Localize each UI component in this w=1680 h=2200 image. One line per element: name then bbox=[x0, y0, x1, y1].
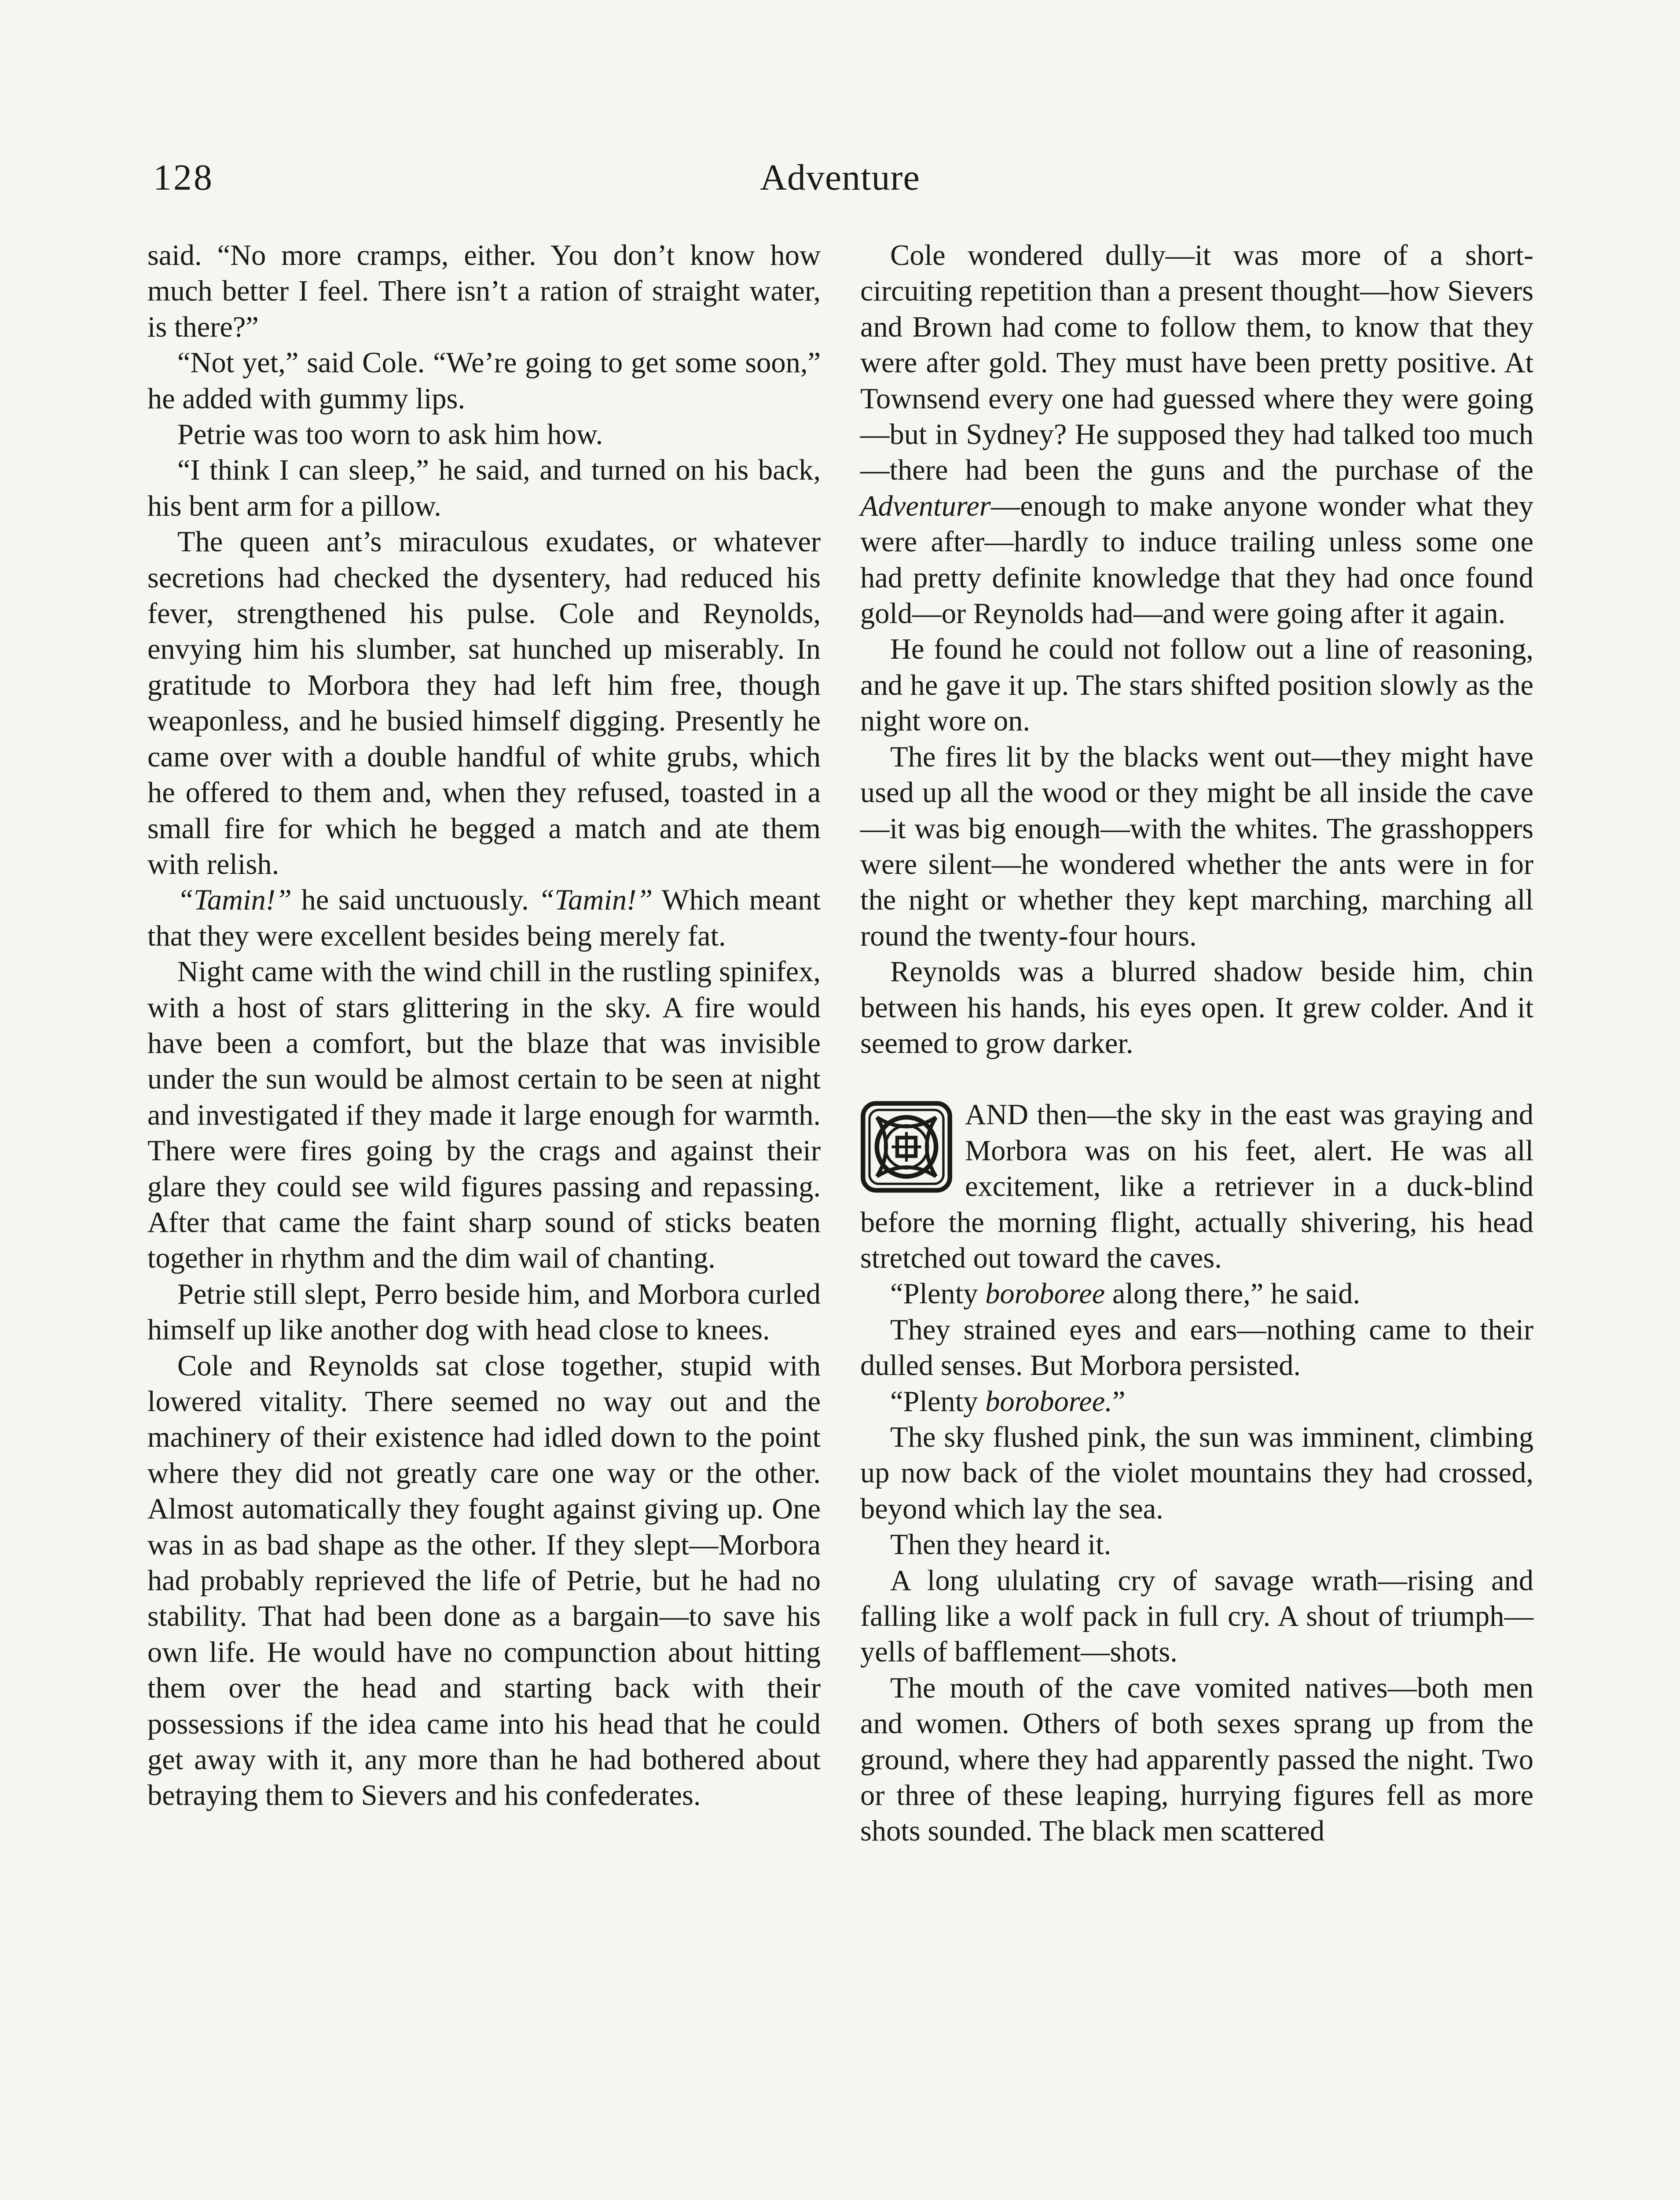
paragraph: Then they heard it. bbox=[890, 1529, 1111, 1561]
paragraph: Night came with the wind chill in the rustling spinifex, with a host of stars glittering in the sky. A fire would have been a comfort, but the blaze that was invisible under the sun would be almost certain to be seen at night and investigated if they made it large enough for warmth. There were fires going by the crags and against their glare they could see wild figures passing and repassing. After that came the faint sharp sound of sticks beaten together in rhythm and the dim wail of chanting. bbox=[147, 956, 821, 1275]
paragraph: He found he could not follow out a line of reasoning, and he gave it up. The stars shifted position slowly as the night wore on. bbox=[860, 633, 1533, 737]
italic-word: boroboree. bbox=[985, 1385, 1112, 1418]
paragraph: The sky flushed pink, the sun was imminent, climbing up now back of the violet mountains they had crossed, beyond which lay the sea. bbox=[860, 1421, 1533, 1525]
section-start bbox=[860, 1097, 1533, 1276]
text-run: “Plenty bbox=[890, 1278, 986, 1310]
page-header bbox=[145, 156, 1535, 205]
left-column bbox=[147, 238, 821, 1814]
italic-word: Adventurer bbox=[860, 490, 991, 522]
paragraph: The mouth of the cave vomited natives—both men and women. Others of both sexes sprang up from the ground, where they had apparently passed the night. Two or three of these leaping, hurrying figures fell as more shots sounded. The black men scattered bbox=[860, 1672, 1533, 1848]
paragraph bbox=[147, 882, 821, 954]
paragraph: Petrie still slept, Perro beside him, and Morbora curled himself up like another dog with head close to knees. bbox=[147, 1278, 821, 1346]
paragraph: Reynolds was a blurred shadow beside him, chin between his hands, his eyes open. It grew colder. And it seemed to grow darker. bbox=[860, 956, 1533, 1060]
paragraph: AND then—the sky in the east was graying and Morbora was on his feet, alert. He was all excitement, like a retriever in a duck-blind before the morning flight, actually shivering, his head stretched out toward the caves. bbox=[860, 1099, 1533, 1274]
paragraph: “I think I can sleep,” he said, and turned on his back, his bent arm for a pillow. bbox=[147, 454, 821, 522]
paragraph bbox=[860, 238, 1533, 631]
paragraph: “Not yet,” said Cole. “We’re going to get some soon,” he added with gummy lips. bbox=[147, 347, 821, 415]
text-run: ” bbox=[1112, 1385, 1126, 1418]
paragraph: The fires lit by the blacks went out—they might have used up all the wood or they might be all inside the cave—it was big enough—with the whites. The grasshoppers were silent—he wondered whether the ants were in for the night or whether they kept marching, marching all round the twenty-four hours. bbox=[860, 741, 1533, 952]
paragraph: said. “No more cramps, either. You don’t know how much better I feel. There isn’t a ration of straight water, is there?” bbox=[147, 239, 821, 343]
paragraph: Cole and Reynolds sat close together, stupid with lowered vitality. There seemed no way out and the machinery of their existence had idled down to the point where they did not greatly care one way or the other. Almost automatically they fought against giving up. One was in as bad shape as the other. If they slept—Morbora had probably reprieved the life of Petrie, but he had no stability. That had been done as a bargain—to save his own life. He would have no compunction about hitting them over the head and starting back with their possessions if the idea came into his head that he could get away with it, any more than he had bothered about betraying them to Sievers and his confederates. bbox=[147, 1349, 821, 1812]
paragraph bbox=[860, 1384, 1533, 1419]
italic-word: “Tamin!” bbox=[177, 884, 292, 917]
text-run: “Plenty bbox=[890, 1385, 986, 1418]
text-run: along there,” he said. bbox=[1105, 1278, 1360, 1310]
italic-word: boroboree bbox=[985, 1278, 1105, 1310]
right-column bbox=[860, 238, 1533, 1849]
paragraph: The queen ant’s miraculous exudates, or whatever secretions had checked the dysentery, had reduced his fever, strengthened his pulse. Cole and Reynolds, envying him his slumber, sat hunched up miserably. In gratitude to Morbora they had left him free, though weaponless, and he busied himself digging. Presently he came over with a double handful of white grubs, which he offered to them and, when they refused, toasted in a small fire for which he begged a match and ate them with relish. bbox=[147, 526, 821, 880]
paragraph: They strained eyes and ears—nothing came to their dulled senses. But Morbora persisted. bbox=[860, 1313, 1533, 1382]
celtic-knot-ornament-icon bbox=[860, 1100, 953, 1194]
text-run: Which meant that they were excellent besides being merely fat. bbox=[147, 884, 821, 952]
paragraph: Petrie was too worn to ask him how. bbox=[177, 418, 603, 451]
text-run: he said unctuously. bbox=[292, 884, 539, 917]
italic-word: “Tamin!” bbox=[538, 884, 653, 917]
paragraph: A long ululating cry of savage wrath—rising and falling like a wolf pack in full cry. A shout of triumph—yells of bafflement—shots. bbox=[860, 1564, 1533, 1668]
text-run: —enough to make anyone wonder what they were after—hardly to induce trailing unless some one had pretty definite knowledge that they had once found gold—or Reynolds had—and were going after it again. bbox=[860, 490, 1533, 630]
text-run: Cole wondered dully—it was more of a short-circuiting repetition than a present thought—how Sievers and Brown had come to follow them, to know that they were after gold. They must have been pretty positive. At Townsend every one had guessed where they were going—but in Sydney? He supposed they had talked too much—there had been the guns and the purchase of the bbox=[860, 239, 1533, 487]
paragraph bbox=[860, 1276, 1533, 1312]
running-title: Adventure bbox=[760, 157, 920, 198]
page-number: 128 bbox=[153, 157, 214, 198]
